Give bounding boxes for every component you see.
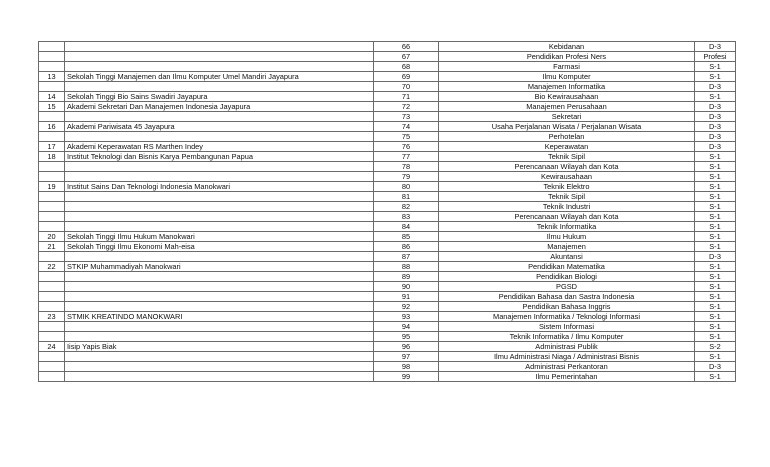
program-index: 93 (374, 312, 439, 322)
institution-name (65, 352, 374, 362)
institution-name (65, 202, 374, 212)
study-program: Pendidikan Bahasa Inggris (439, 302, 695, 312)
degree-level: D-3 (695, 102, 736, 112)
program-index: 95 (374, 332, 439, 342)
program-index: 86 (374, 242, 439, 252)
institution-name: Institut Sains Dan Teknologi Indonesia Manokwari (65, 182, 374, 192)
institution-name (65, 62, 374, 72)
study-program: Perencanaan Wilayah dan Kota (439, 162, 695, 172)
program-index: 85 (374, 232, 439, 242)
study-program: Ilmu Komputer (439, 72, 695, 82)
institution-name: STKIP Muhammadiyah Manokwari (65, 262, 374, 272)
row-number (39, 62, 65, 72)
institution-name (65, 172, 374, 182)
program-index: 89 (374, 272, 439, 282)
degree-level: D-3 (695, 132, 736, 142)
degree-level: S-1 (695, 62, 736, 72)
degree-level: S-1 (695, 212, 736, 222)
study-program: Ilmu Hukum (439, 232, 695, 242)
table-row (39, 132, 736, 142)
row-number (39, 112, 65, 122)
table-row (39, 322, 736, 332)
study-program: Teknik Sipil (439, 192, 695, 202)
institution-name (65, 82, 374, 92)
table-row (39, 292, 736, 302)
institution-name (65, 42, 374, 52)
study-program: Pendidikan Bahasa dan Sastra Indonesia (439, 292, 695, 302)
row-number (39, 192, 65, 202)
study-program: Teknik Industri (439, 202, 695, 212)
program-index: 99 (374, 372, 439, 382)
row-number (39, 292, 65, 302)
degree-level: S-1 (695, 192, 736, 202)
institution-name (65, 302, 374, 312)
degree-level: S-1 (695, 312, 736, 322)
study-program: Administrasi Publik (439, 342, 695, 352)
row-number (39, 252, 65, 262)
degree-level: S-1 (695, 372, 736, 382)
table-row (39, 162, 736, 172)
row-number (39, 52, 65, 62)
program-index: 72 (374, 102, 439, 112)
study-program: Teknik Sipil (439, 152, 695, 162)
table-row (39, 352, 736, 362)
study-program: Pendidikan Profesi Ners (439, 52, 695, 62)
row-number (39, 282, 65, 292)
study-program: Usaha Perjalanan Wisata / Perjalanan Wisata (439, 122, 695, 132)
degree-level: D-3 (695, 112, 736, 122)
study-program: Teknik Informatika / Ilmu Komputer (439, 332, 695, 342)
program-index: 96 (374, 342, 439, 352)
row-number: 24 (39, 342, 65, 352)
program-index: 92 (374, 302, 439, 312)
table-row (39, 202, 736, 212)
institution-name (65, 222, 374, 232)
table-row (39, 362, 736, 372)
row-number: 20 (39, 232, 65, 242)
degree-level: S-1 (695, 232, 736, 242)
program-index: 66 (374, 42, 439, 52)
study-program: Bio Kewirausahaan (439, 92, 695, 102)
row-number (39, 222, 65, 232)
table-row (39, 272, 736, 282)
program-index: 79 (374, 172, 439, 182)
institution-name (65, 292, 374, 302)
degree-level: S-1 (695, 272, 736, 282)
program-index: 97 (374, 352, 439, 362)
program-index: 74 (374, 122, 439, 132)
table-row (39, 192, 736, 202)
institution-name (65, 282, 374, 292)
degree-level: Profesi (695, 52, 736, 62)
study-program: Kewirausahaan (439, 172, 695, 182)
degree-level: S-1 (695, 332, 736, 342)
row-number: 22 (39, 262, 65, 272)
table-row (39, 312, 736, 322)
table-row (39, 252, 736, 262)
program-index: 82 (374, 202, 439, 212)
program-index: 98 (374, 362, 439, 372)
study-program: Teknik Elektro (439, 182, 695, 192)
row-number (39, 202, 65, 212)
table-row (39, 372, 736, 382)
study-program: Sekretari (439, 112, 695, 122)
degree-level: D-3 (695, 82, 736, 92)
degree-level: S-1 (695, 162, 736, 172)
program-index: 76 (374, 142, 439, 152)
table-row (39, 152, 736, 162)
row-number: 15 (39, 102, 65, 112)
institution-name (65, 132, 374, 142)
study-program: Manajemen Informatika (439, 82, 695, 92)
table-row (39, 302, 736, 312)
table-row (39, 142, 736, 152)
row-number: 17 (39, 142, 65, 152)
row-number: 21 (39, 242, 65, 252)
institution-name: Akademi Pariwisata 45 Jayapura (65, 122, 374, 132)
row-number (39, 322, 65, 332)
table-row (39, 82, 736, 92)
row-number: 23 (39, 312, 65, 322)
degree-level: S-1 (695, 322, 736, 332)
institution-name (65, 322, 374, 332)
program-index: 69 (374, 72, 439, 82)
row-number: 14 (39, 92, 65, 102)
degree-level: D-3 (695, 122, 736, 132)
degree-level: D-3 (695, 142, 736, 152)
row-number (39, 302, 65, 312)
institution-name (65, 252, 374, 262)
study-program: Pendidikan Matematika (439, 262, 695, 272)
institution-name: Sekolah Tinggi Ilmu Ekonomi Mah-eisa (65, 242, 374, 252)
institution-name: Sekolah Tinggi Bio Sains Swadiri Jayapura (65, 92, 374, 102)
table-row (39, 102, 736, 112)
row-number: 16 (39, 122, 65, 132)
table-row (39, 262, 736, 272)
program-index: 70 (374, 82, 439, 92)
institution-name (65, 372, 374, 382)
program-index: 90 (374, 282, 439, 292)
row-number: 18 (39, 152, 65, 162)
program-index: 68 (374, 62, 439, 72)
institution-name: Institut Teknologi dan Bisnis Karya Pembangunan Papua (65, 152, 374, 162)
table-row (39, 62, 736, 72)
degree-level: S-1 (695, 172, 736, 182)
study-program: Akuntansi (439, 252, 695, 262)
table-row (39, 232, 736, 242)
table-row (39, 72, 736, 82)
study-program: Manajemen (439, 242, 695, 252)
degree-level: S-2 (695, 342, 736, 352)
study-program: Perhotelan (439, 132, 695, 142)
institution-name: Iisip Yapis Biak (65, 342, 374, 352)
study-program: Pendidikan Biologi (439, 272, 695, 282)
institution-name (65, 332, 374, 342)
degree-level: D-3 (695, 362, 736, 372)
table-row (39, 172, 736, 182)
degree-level: S-1 (695, 302, 736, 312)
program-index: 67 (374, 52, 439, 62)
table-row (39, 342, 736, 352)
row-number (39, 162, 65, 172)
program-index: 83 (374, 212, 439, 222)
row-number (39, 332, 65, 342)
degree-level: D-3 (695, 252, 736, 262)
institution-name (65, 112, 374, 122)
table-row (39, 92, 736, 102)
program-index: 78 (374, 162, 439, 172)
program-index: 77 (374, 152, 439, 162)
table-row (39, 222, 736, 232)
row-number (39, 362, 65, 372)
table-row (39, 52, 736, 62)
study-program: Teknik Informatika (439, 222, 695, 232)
table-row (39, 42, 736, 52)
institution-name: Akademi Keperawatan RS Marthen Indey (65, 142, 374, 152)
degree-level: D-3 (695, 42, 736, 52)
program-index: 94 (374, 322, 439, 332)
degree-level: S-1 (695, 242, 736, 252)
institution-name: Sekolah Tinggi Manajemen dan Ilmu Komputer Umel Mandiri Jayapura (65, 72, 374, 82)
degree-level: S-1 (695, 352, 736, 362)
row-number (39, 132, 65, 142)
table-row (39, 282, 736, 292)
institution-name: STMIK KREATINDO MANOKWARI (65, 312, 374, 322)
institution-name (65, 272, 374, 282)
institution-name (65, 52, 374, 62)
program-index: 81 (374, 192, 439, 202)
institution-name (65, 212, 374, 222)
program-table (38, 41, 736, 382)
study-program: Farmasi (439, 62, 695, 72)
table-row (39, 242, 736, 252)
row-number (39, 82, 65, 92)
degree-level: S-1 (695, 72, 736, 82)
degree-level: S-1 (695, 152, 736, 162)
program-index: 71 (374, 92, 439, 102)
institution-name (65, 362, 374, 372)
row-number (39, 272, 65, 282)
degree-level: S-1 (695, 182, 736, 192)
table-row (39, 122, 736, 132)
study-program: Ilmu Administrasi Niaga / Administrasi Bisnis (439, 352, 695, 362)
degree-level: S-1 (695, 202, 736, 212)
study-program: Administrasi Perkantoran (439, 362, 695, 372)
row-number (39, 372, 65, 382)
degree-level: S-1 (695, 292, 736, 302)
row-number (39, 352, 65, 362)
row-number (39, 212, 65, 222)
study-program: Perencanaan Wilayah dan Kota (439, 212, 695, 222)
program-index: 88 (374, 262, 439, 272)
table-row (39, 212, 736, 222)
program-index: 80 (374, 182, 439, 192)
institution-name (65, 162, 374, 172)
study-program: PGSD (439, 282, 695, 292)
institution-name: Sekolah Tinggi Ilmu Hukum Manokwari (65, 232, 374, 242)
institution-name (65, 192, 374, 202)
program-index: 91 (374, 292, 439, 302)
study-program: Ilmu Pemerintahan (439, 372, 695, 382)
study-program: Manajemen Perusahaan (439, 102, 695, 112)
table-row (39, 332, 736, 342)
study-program: Sistem Informasi (439, 322, 695, 332)
row-number (39, 172, 65, 182)
degree-level: S-1 (695, 282, 736, 292)
table-row (39, 112, 736, 122)
degree-level: S-1 (695, 222, 736, 232)
table-row (39, 182, 736, 192)
study-program: Kebidanan (439, 42, 695, 52)
study-program: Manajemen Informatika / Teknologi Informasi (439, 312, 695, 322)
program-index: 75 (374, 132, 439, 142)
degree-level: S-1 (695, 92, 736, 102)
row-number: 19 (39, 182, 65, 192)
institution-name: Akademi Sekretari Dan Manajemen Indonesia Jayapura (65, 102, 374, 112)
program-index: 73 (374, 112, 439, 122)
program-index: 87 (374, 252, 439, 262)
row-number (39, 42, 65, 52)
program-index: 84 (374, 222, 439, 232)
study-program: Keperawatan (439, 142, 695, 152)
program-table-body (39, 42, 736, 382)
row-number: 13 (39, 72, 65, 82)
degree-level: S-1 (695, 262, 736, 272)
